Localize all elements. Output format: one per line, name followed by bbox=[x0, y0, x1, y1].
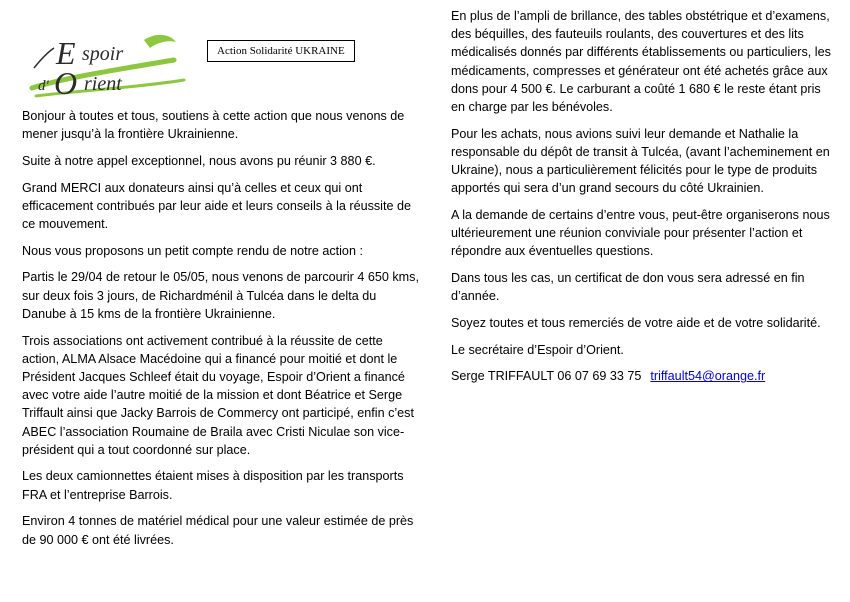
right-paragraph-5: Soyez toutes et tous remerciés de votre aide et de votre solidarité. bbox=[451, 316, 821, 331]
logo-letter-e: E bbox=[56, 35, 76, 71]
logo-text-prefix: d' bbox=[38, 78, 49, 94]
left-paragraph-1: Bonjour à toutes et tous, soutiens à cette action que nous venons de mener jusqu’à la frontière Ukrainienne. bbox=[22, 109, 405, 142]
left-paragraph-7: Les deux camionnettes étaient mises à disposition par les transports FRA et l’entreprise Barrois. bbox=[22, 469, 404, 502]
left-paragraph-2: Suite à notre appel exceptionnel, nous avons pu réunir 3 880 €. bbox=[22, 153, 376, 168]
signature-name-phone: Serge TRIFFAULT 06 07 69 33 75 bbox=[451, 369, 642, 384]
right-paragraph-3: A la demande de certains d’entre vous, peut-être organiserons nous ultérieurement une réunion conviviale pour présenter l’action et répondre aux éventuelles questions. bbox=[451, 208, 830, 259]
right-column bbox=[451, 7, 836, 394]
right-paragraph-6: Le secrétaire d’Espoir d’Orient. bbox=[451, 342, 624, 357]
email-link[interactable]: triffault54@orange.fr bbox=[650, 369, 766, 384]
signature-line bbox=[451, 367, 836, 385]
right-paragraph-4: Dans tous les cas, un certificat de don vous sera adressé en fin d’année. bbox=[451, 271, 805, 304]
logo-text-top: spoir bbox=[82, 43, 124, 65]
letter-header bbox=[22, 0, 422, 107]
right-paragraph-1: En plus de l’ampli de brillance, des tables obstétrique et d’examens, des béquilles, des fauteuils roulants, des couvertures et des lits médicalisés donnés par différents établissements ou particuliers, les médicaments, compresses et générateur ont été achetés grâce aux dons pour 4 500 €. Le carburant a coûté 1 680 € le reste étant pris en charge par les bénévoles. bbox=[451, 9, 831, 115]
left-paragraph-3: Grand MERCI aux donateurs ainsi qu’à celles et ceux qui ont efficacement contribués par leur aide et leurs conseils à la réussite de ce mouvement. bbox=[22, 180, 411, 232]
action-badge: Action Solidarité UKRAINE bbox=[207, 40, 355, 62]
espoir-dorient-logo bbox=[24, 30, 194, 102]
logo-text-bottom: rient bbox=[84, 73, 122, 95]
right-paragraph-2: Pour les achats, nous avions suivi leur demande et Nathalie la responsable du dépôt de transit à Tulcéa, (avant l’acheminement en Ukraine), nous a particulièrement félicités pour le type de produits apportés qui sera d’un grand secours du côté Ukrainien. bbox=[451, 126, 830, 196]
left-paragraph-6: Trois associations ont activement contribué à la réussite de cette action, ALMA Alsace Macédoine qui a financé pour moitié et dont le Président Jacques Schleef était du voyage, Espoir d’Orient a financé avec votre aide l’autre moitié de la mission et dont Béatrice et Serge Triffault ainsi que Jacky Barrois de Commercy ont participé, enfin c’est ABEC l’association Roumaine de Braila avec Cristi Niculae son vice-président qui a tout coordonné sur place. bbox=[22, 333, 414, 457]
left-paragraph-5: Partis le 29/04 de retour le 05/05, nous venons de parcourir 4 650 kms, sur deux fois 3 jours, de Richardménil à Tulcéa dans le delta du Danube à 15 kms de la frontière Ukrainienne. bbox=[22, 270, 419, 321]
left-paragraph-8: Environ 4 tonnes de matériel médical pour une valeur estimée de près de 90 000 € ont été livrées. bbox=[22, 514, 414, 547]
left-paragraph-4: Nous vous proposons un petit compte rendu de notre action : bbox=[22, 243, 363, 258]
logo-letter-o: O bbox=[54, 65, 78, 101]
left-column bbox=[22, 0, 422, 557]
